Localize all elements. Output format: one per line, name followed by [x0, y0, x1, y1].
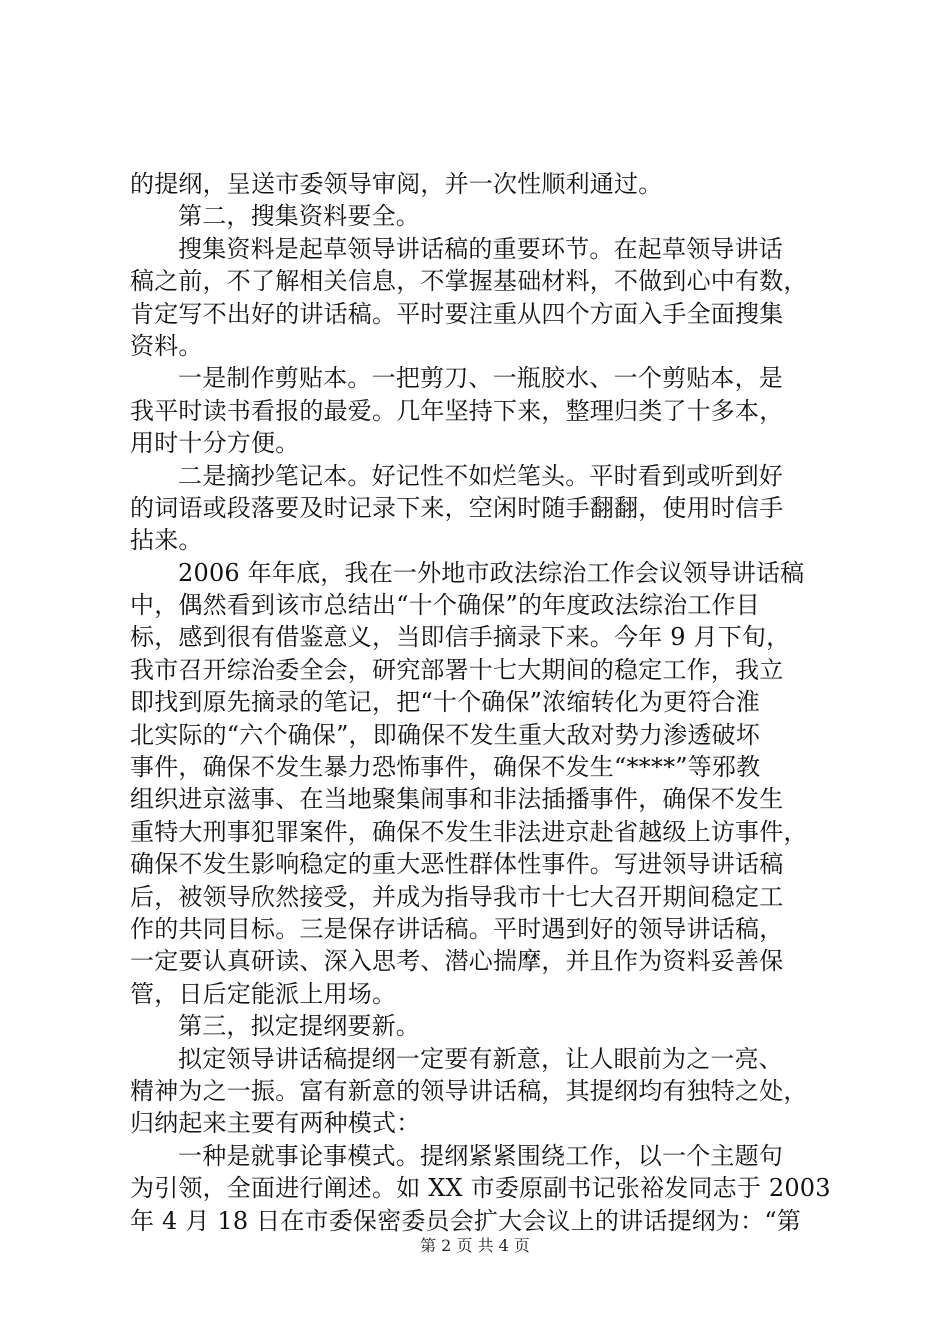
text-line: 管，日后定能派上用场。 [130, 979, 397, 1008]
text-line: 第二，搜集资料要全。 [178, 202, 420, 231]
text-line: 作的共同目标。三是保存讲话稿。平时遇到好的领导讲话稿， [130, 914, 784, 943]
text-line: 我市召开综治委全会，研究部署十七大期间的稳定工作，我立 [130, 655, 784, 684]
text-line: 拟定领导讲话稿提纲一定要有新意，让人眼前为之一亮、 [178, 1044, 783, 1073]
text-line: 为引领，全面进行阐述。如 XX 市委原副书记张裕发同志于 2003 [130, 1174, 831, 1203]
text-line: 组织进京滋事、在当地聚集闹事和非法插播事件，确保不发生 [130, 785, 784, 814]
text-line: 稿之前，不了解相关信息，不掌握基础材料，不做到心中有数， [130, 267, 808, 296]
text-line: 归纳起来主要有两种模式： [130, 1109, 421, 1138]
text-line: 拈来。 [130, 526, 203, 555]
text-line: 后，被领导欣然接受，并成为指导我市十七大召开期间稳定工 [130, 882, 784, 911]
text-line: 即找到原先摘录的笔记，把“十个确保”浓缩转化为更符合淮 [130, 688, 760, 717]
text-line: 一定要认真研读、深入思考、潜心揣摩，并且作为资料妥善保 [130, 947, 784, 976]
text-line: 事件，确保不发生暴力恐怖事件，确保不发生“****”等邪教 [130, 753, 761, 782]
document-body [130, 168, 838, 1237]
text-line: 重特大刑事犯罪案件，确保不发生非法进京赴省越级上访事件， [130, 817, 808, 846]
text-line: 我平时读书看报的最爱。几年坚持下来，整理归类了十多本， [130, 396, 784, 425]
text-line: 资料。 [130, 331, 203, 360]
text-line: 年 4 月 18 日在市委保密委员会扩大会议上的讲话提纲为：“第 [130, 1206, 801, 1235]
text-line: 一种是就事论事模式。提纲紧紧围绕工作，以一个主题句 [178, 1141, 783, 1170]
text-line: 2006 年年底，我在一外地市政法综治工作会议领导讲话稿 [178, 558, 805, 587]
text-line: 肯定写不出好的讲话稿。平时要注重从四个方面入手全面搜集 [130, 299, 784, 328]
text-line: 一是制作剪贴本。一把剪刀、一瓶胶水、一个剪贴本，是 [178, 364, 783, 393]
text-line: 标，感到很有借鉴意义，当即信手摘录下来。今年 9 月下旬， [130, 623, 791, 652]
text-line: 北实际的“六个确保”，即确保不发生重大敌对势力渗透破坏 [130, 720, 760, 749]
text-line: 搜集资料是起草领导讲话稿的重要环节。在起草领导讲话 [178, 234, 783, 263]
text-line: 第三，拟定提纲要新。 [178, 1012, 420, 1041]
text-line: 的词语或段落要及时记录下来，空闲时随手翻翻，使用时信手 [130, 493, 784, 522]
text-line: 精神为之一振。富有新意的领导讲话稿，其提纲均有独特之处， [130, 1076, 808, 1105]
page-footer: 第 2 页 共 4 页 [420, 1236, 530, 1255]
text-line: 中，偶然看到该市总结出“十个确保”的年度政法综治工作目 [130, 591, 760, 620]
text-line: 用时十分方便。 [130, 429, 300, 458]
text-line: 的提纲，呈送市委领导审阅，并一次性顺利通过。 [130, 170, 663, 198]
text-line: 二是摘抄笔记本。好记性不如烂笔头。平时看到或听到好 [178, 461, 783, 490]
text-line: 确保不发生影响稳定的重大恶性群体性事件。写进领导讲话稿 [130, 850, 784, 879]
